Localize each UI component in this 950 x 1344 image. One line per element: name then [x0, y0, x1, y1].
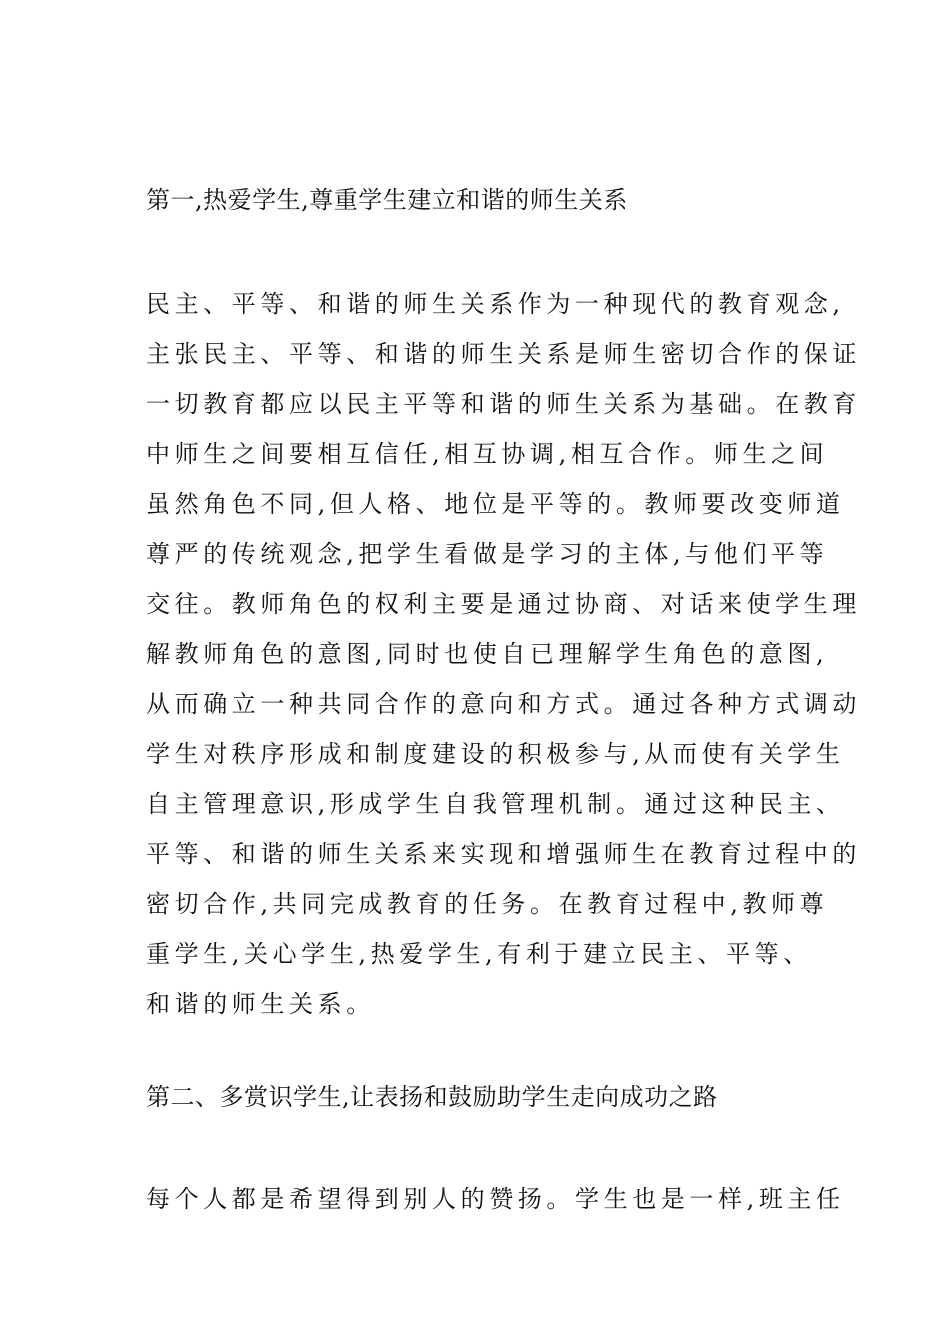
paragraph-line: 解教师角色的意图,同时也使自已理解学生角色的意图,: [146, 640, 829, 668]
paragraph-line: 每个人都是希望得到别人的赞扬。学生也是一样,班主任: [146, 1185, 845, 1213]
paragraph-line: 交往。教师角色的权利主要是通过协商、对话来使学生理: [146, 590, 861, 618]
paragraph-line: 一切教育都应以民主平等和谐的师生关系为基础。在教育: [146, 390, 861, 418]
paragraph-line: 虽然角色不同,但人格、地位是平等的。教师要改变师道: [146, 490, 845, 518]
paragraph-line: 平等、和谐的师生关系来实现和增强师生在教育过程中的: [146, 840, 861, 868]
paragraph-line: 重学生,关心学生,热爱学生,有利于建立民主、平等、: [146, 940, 812, 968]
paragraph-line: 从而确立一种共同合作的意向和方式。通过各种方式调动: [146, 690, 861, 718]
section-2-paragraph: [146, 1181, 845, 1231]
paragraph-line: 中师生之间要相互信任,相互协调,相互合作。师生之间: [146, 440, 829, 468]
section-2-heading: 第二、多赏识学生,让表扬和鼓励助学生走向成功之路: [146, 1083, 718, 1111]
paragraph-line: 尊严的传统观念,把学生看做是学习的主体,与他们平等: [146, 540, 829, 568]
paragraph-line: 主张民主、平等、和谐的师生关系是师生密切合作的保证: [146, 340, 861, 368]
section-1-heading: 第一,热爱学生,尊重学生建立和谐的师生关系: [146, 186, 628, 214]
paragraph-line: 和谐的师生关系。: [146, 990, 375, 1018]
paragraph-line: 密切合作,共同完成教育的任务。在教育过程中,教师尊: [146, 890, 829, 918]
paragraph-line: 自主管理意识,形成学生自我管理机制。通过这种民主、: [146, 790, 845, 818]
paragraph-line: 民主、平等、和谐的师生关系作为一种现代的教育观念,: [146, 290, 845, 318]
section-1-paragraph: [146, 286, 861, 1036]
paragraph-line: 学生对秩序形成和制度建设的积极参与,从而使有关学生: [146, 740, 845, 768]
